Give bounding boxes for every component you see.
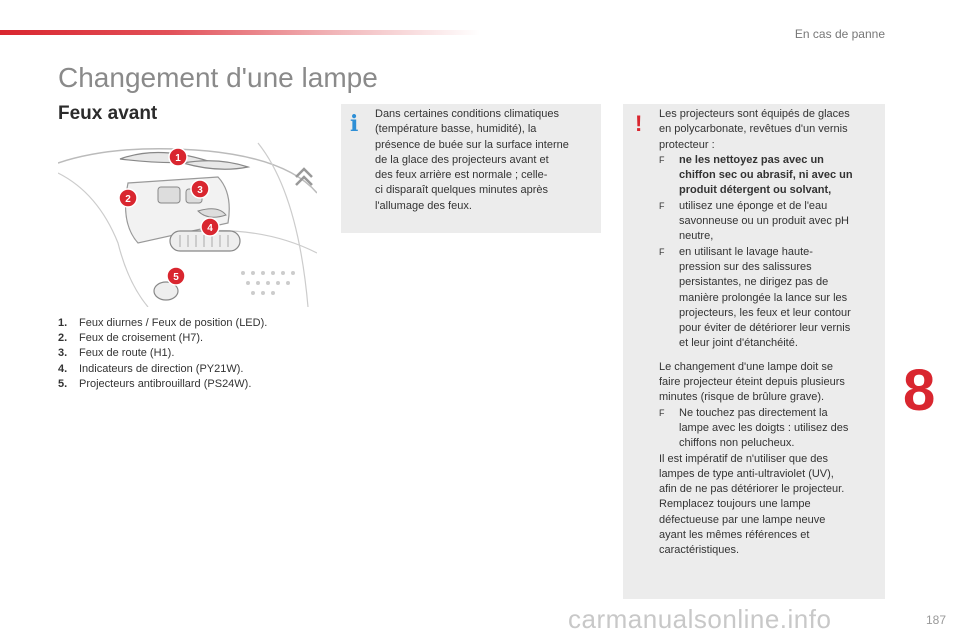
callout-4 — [201, 218, 219, 236]
bullet-marker: F — [659, 246, 665, 257]
legend-item: 4. Indicateurs de direction (PY21W). — [58, 362, 244, 375]
lamp-legend — [58, 316, 328, 392]
warning-bullet: F utilisez une éponge et de l'eau savonneuse ou un produit avec pH neutre, — [659, 199, 877, 245]
warning-bullet: F en utilisant le lavage haute- pression sur des salissures persistantes, ne dirigez pas de manière prolongée la lance sur les projecteurs, les feux et leur contour pour éviter de détériorer leur vernis et leur joint d'étanchéité. — [659, 245, 877, 352]
bullet-marker: F — [659, 407, 665, 418]
chapter-number: 8 — [903, 358, 936, 423]
legend-item: 2. Feux de croisement (H7). — [58, 332, 204, 345]
legend-item: 1. Feux diurnes / Feux de position (LED). — [58, 317, 268, 329]
callout-1 — [169, 148, 187, 166]
callout-2 — [119, 189, 137, 207]
callout-3 — [191, 180, 209, 198]
info-panel: i Dans certaines conditions climatiques (température basse, humidité), la présence de buée sur la surface interne de la glace des projecteurs avant et des feux arrière est normale ; celle- ci disparaît quelques minutes après l'allumage des feux. — [341, 104, 601, 233]
section-subtitle: Feux avant — [58, 103, 158, 124]
top-accent-bar — [0, 30, 480, 35]
legend-item: 3. Feux de route (H1). — [58, 347, 175, 360]
svg-text:4: 4 — [207, 223, 213, 234]
bullet-marker: F — [659, 200, 665, 211]
svg-text:2: 2 — [125, 194, 131, 205]
page-number: 187 — [925, 613, 946, 627]
warning-bullet: F Ne touchez pas directement la lampe avec les doigts : utilisez des chiffons non pelucheux. — [659, 406, 877, 452]
svg-text:5: 5 — [173, 272, 179, 283]
section-header: En cas de panne — [794, 27, 885, 41]
callout-5 — [167, 267, 185, 285]
page-title: Changement d'une lampe — [58, 62, 378, 93]
svg-text:3: 3 — [197, 185, 203, 196]
headlamp-illustration — [58, 133, 317, 307]
info-icon: i — [350, 111, 359, 137]
warning-bullet: F ne les nettoyez pas avec un chiffon sec ou abrasif, ni avec un produit détergent ou solvant, — [659, 153, 877, 199]
watermark: carmanualsonline.info — [568, 604, 832, 634]
svg-text:1: 1 — [175, 153, 181, 164]
warning-icon: ! — [635, 111, 643, 136]
legend-item: 5. Projecteurs antibrouillard (PS24W). — [58, 377, 252, 390]
bullet-marker: F — [659, 154, 665, 165]
warning-panel: ! Les projecteurs sont équipés de glaces en polycarbonate, revêtues d'un vernis protecteur : F ne les nettoyez pas avec un chiffon sec ou abrasif, ni avec un produit détergent ou solvant, F utilisez une éponge et de l'eau savonneuse ou un produit avec pH neutre, F en utilisant le lavage haute- pression sur des salissures persistantes, ne dirigez pas de manière prolongée la lance sur les projecteurs, les feux et leur contour pour éviter de détériorer leur vernis et leur joint d'étanchéité. Le changement d'une lampe doit se faire projecteur éteint depuis plusieurs minutes (risque de brûlure grave). F Ne touchez pas directement la lampe avec les doigts : utilisez des chiffons non pelucheux. Il est impératif de n'utiliser que des lampes de type anti-ultraviolet (UV), afin de ne pas détériorer le projecteur. Remplacez toujours une lampe défectueuse par une lampe neuve ayant les mêmes références et caractéristiques. — [623, 104, 885, 599]
